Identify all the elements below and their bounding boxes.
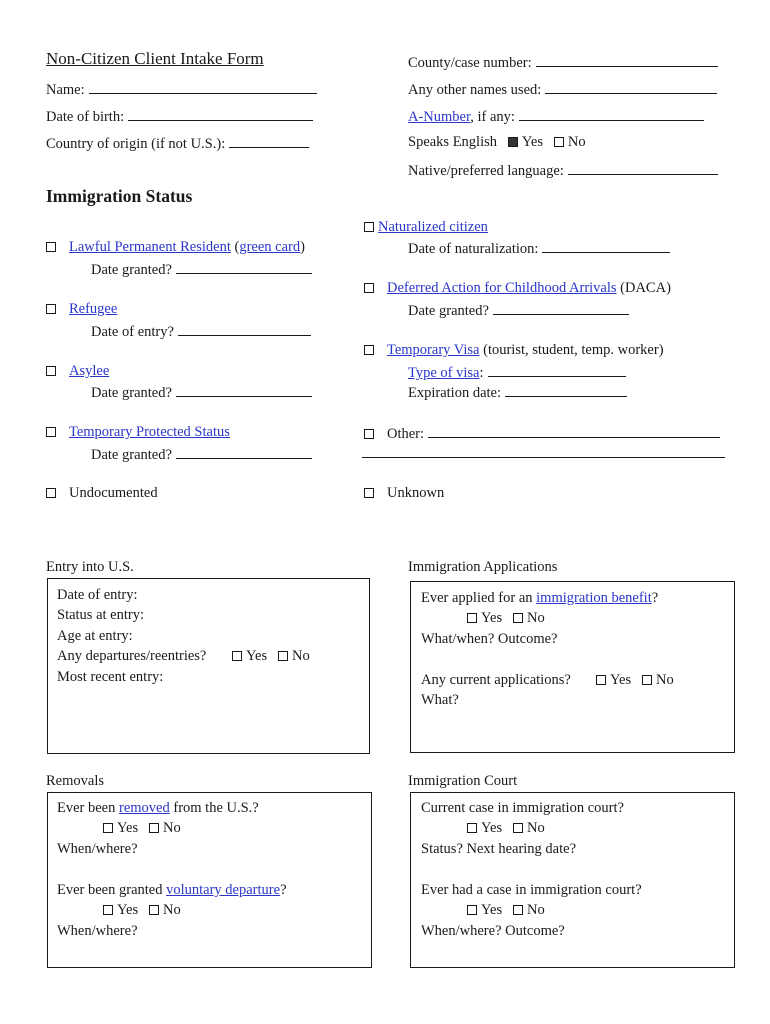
current-applications-options <box>596 671 674 689</box>
tps-option <box>46 423 230 441</box>
anumber-suffix: , if any: <box>470 109 515 125</box>
applied-no-checkbox[interactable] <box>513 613 523 623</box>
ever-case-options <box>467 901 545 919</box>
unknown-label: Unknown <box>387 485 445 501</box>
current-no-checkbox[interactable] <box>642 675 652 685</box>
current-no-label: No <box>655 672 674 688</box>
lpr-date-field[interactable] <box>91 259 312 279</box>
departures-options <box>232 647 310 665</box>
applied-yes-label: Yes <box>481 610 503 626</box>
removed-link[interactable]: removed <box>119 800 170 816</box>
temp-visa-link[interactable]: Temporary Visa <box>387 342 480 358</box>
native-language-line[interactable] <box>568 160 718 175</box>
applications-heading: Immigration Applications <box>408 559 558 575</box>
speaks-english-label: Speaks English <box>408 134 498 150</box>
lpr-link[interactable]: Lawful Permanent Resident <box>69 239 231 255</box>
vd-prefix: Ever been granted <box>57 882 167 898</box>
current-case-no-checkbox[interactable] <box>513 823 523 833</box>
dob-line[interactable] <box>128 106 313 121</box>
name-line[interactable] <box>89 79 317 94</box>
tps-link[interactable]: Temporary Protected Status <box>69 424 230 440</box>
name-field[interactable] <box>46 79 317 99</box>
tps-checkbox[interactable] <box>46 427 56 437</box>
tps-date-field[interactable] <box>91 444 312 464</box>
lpr-date-line[interactable] <box>176 259 312 274</box>
departures-no-label: No <box>291 648 310 664</box>
anumber-link[interactable]: A-Number <box>408 109 471 125</box>
removals-box <box>47 792 372 968</box>
other-status-label: Other: <box>387 426 425 442</box>
dob-field[interactable] <box>46 106 313 126</box>
daca-date-field[interactable] <box>408 300 629 320</box>
naturalization-date-line[interactable] <box>542 238 670 253</box>
asylee-option <box>46 362 109 380</box>
visa-type-line[interactable] <box>488 362 626 377</box>
other-status-extra-line[interactable] <box>362 457 725 458</box>
voluntary-departure-question <box>57 881 287 899</box>
daca-suffix: (DACA) <box>616 280 671 296</box>
daca-date-line[interactable] <box>493 300 629 315</box>
ever-case-yes-label: Yes <box>481 902 503 918</box>
country-label: Country of origin (if not U.S.): <box>46 136 226 152</box>
current-case-yes-label: Yes <box>481 820 503 836</box>
lpr-date-label: Date granted? <box>91 262 172 278</box>
undocumented-checkbox[interactable] <box>46 488 56 498</box>
applied-what-when-label: What/when? Outcome? <box>421 631 558 647</box>
removed-prefix: Ever been <box>57 800 119 816</box>
naturalized-link[interactable]: Naturalized citizen <box>378 219 488 235</box>
other-status-checkbox[interactable] <box>364 429 374 439</box>
asylee-date-field[interactable] <box>91 382 312 402</box>
entry-box <box>47 578 370 754</box>
refugee-option <box>46 300 117 318</box>
other-status-line[interactable] <box>428 423 720 438</box>
entry-date-label: Date of entry: <box>57 587 138 603</box>
yes-label: Yes <box>521 134 543 150</box>
status-hearing-label: Status? Next hearing date? <box>421 841 577 857</box>
naturalization-date-label: Date of naturalization: <box>408 241 539 257</box>
current-case-options <box>467 819 545 837</box>
ever-case-no-label: No <box>526 902 545 918</box>
other-names-line[interactable] <box>545 79 717 94</box>
naturalized-checkbox[interactable] <box>364 222 374 232</box>
expiration-date-field[interactable] <box>408 382 627 402</box>
name-label: Name: <box>46 82 85 98</box>
country-line[interactable] <box>229 133 309 148</box>
speaks-english-yes-checkbox[interactable] <box>508 137 518 147</box>
expiration-date-line[interactable] <box>505 382 627 397</box>
current-case-no-label: No <box>526 820 545 836</box>
applied-suffix: ? <box>651 590 659 606</box>
daca-checkbox[interactable] <box>364 283 374 293</box>
current-yes-label: Yes <box>610 672 632 688</box>
native-language-label: Native/preferred language: <box>408 163 564 179</box>
daca-option <box>364 279 671 297</box>
current-applications-label: Any current applications? <box>421 672 571 688</box>
entry-age-label: Age at entry: <box>57 628 133 644</box>
immigration-benefit-link[interactable]: immigration benefit <box>536 590 652 606</box>
unknown-checkbox[interactable] <box>364 488 374 498</box>
current-yes-checkbox[interactable] <box>596 675 606 685</box>
vd-yes-label: Yes <box>117 902 139 918</box>
county-field[interactable] <box>408 52 718 72</box>
removed-suffix: from the U.S.? <box>169 800 259 816</box>
visa-type-link[interactable]: Type of visa <box>408 365 480 381</box>
country-field[interactable] <box>46 133 309 153</box>
removed-options <box>103 819 181 837</box>
departures-label: Any departures/reentries? <box>57 648 207 664</box>
green-card-link[interactable]: green card <box>239 239 301 255</box>
dob-label: Date of birth: <box>46 109 125 125</box>
tps-date-label: Date granted? <box>91 447 172 463</box>
refugee-checkbox[interactable] <box>46 304 56 314</box>
refugee-date-field[interactable] <box>91 321 311 341</box>
other-names-label: Any other names used: <box>408 82 542 98</box>
applied-no-label: No <box>526 610 545 626</box>
visa-type-field[interactable] <box>408 362 626 382</box>
current-case-yes-checkbox[interactable] <box>467 823 477 833</box>
ever-case-no-checkbox[interactable] <box>513 905 523 915</box>
applied-yes-checkbox[interactable] <box>467 613 477 623</box>
asylee-date-line[interactable] <box>176 382 312 397</box>
asylee-link[interactable]: Asylee <box>69 363 110 379</box>
departures-row <box>57 647 206 665</box>
lpr-option <box>46 238 305 256</box>
departures-yes-label: Yes <box>246 648 268 664</box>
voluntary-departure-link[interactable]: voluntary departure <box>166 882 281 898</box>
visa-type-suffix: : <box>479 365 484 381</box>
vd-yes-checkbox[interactable] <box>103 905 113 915</box>
recent-entry-label: Most recent entry: <box>57 669 164 685</box>
temp-visa-suffix: (tourist, student, temp. worker) <box>479 342 664 358</box>
current-case-label: Current case in immigration court? <box>421 800 624 816</box>
vd-options <box>103 901 181 919</box>
anumber-field[interactable] <box>408 106 704 126</box>
naturalization-date-field[interactable] <box>408 238 670 258</box>
immigration-status-heading: Immigration Status <box>46 186 193 206</box>
removed-no-label: No <box>162 820 181 836</box>
temp-visa-checkbox[interactable] <box>364 345 374 355</box>
daca-date-label: Date granted? <box>408 303 489 319</box>
unknown-option <box>364 484 444 502</box>
court-heading: Immigration Court <box>408 773 518 789</box>
entry-status-label: Status at entry: <box>57 607 144 623</box>
naturalized-option <box>364 218 488 236</box>
county-label: County/case number: <box>408 55 532 71</box>
removed-question <box>57 799 259 817</box>
vd-no-checkbox[interactable] <box>149 905 159 915</box>
applied-options <box>467 609 545 627</box>
entry-heading: Entry into U.S. <box>46 559 134 575</box>
other-status-option <box>364 423 720 443</box>
lpr-checkbox[interactable] <box>46 242 56 252</box>
lpr-open: ( <box>230 239 240 255</box>
ever-case-yes-checkbox[interactable] <box>467 905 477 915</box>
undocumented-label: Undocumented <box>69 485 158 501</box>
vd-no-label: No <box>162 902 181 918</box>
speaks-english-row <box>408 133 586 151</box>
native-language-field[interactable] <box>408 160 718 180</box>
ever-case-outcome-label: When/where? Outcome? <box>421 923 565 939</box>
refugee-date-label: Date of entry? <box>91 324 174 340</box>
expiration-date-label: Expiration date: <box>408 385 502 401</box>
court-box <box>410 792 735 968</box>
removals-heading: Removals <box>46 773 104 789</box>
tps-date-line[interactable] <box>176 444 312 459</box>
applied-question <box>421 589 658 607</box>
temp-visa-option <box>364 341 664 359</box>
current-what-label: What? <box>421 692 459 708</box>
departures-yes-checkbox[interactable] <box>232 651 242 661</box>
vd-when-where-label: When/where? <box>57 923 138 939</box>
daca-link[interactable]: Deferred Action for Childhood Arrivals <box>387 280 617 296</box>
vd-suffix: ? <box>280 882 287 898</box>
removed-no-checkbox[interactable] <box>149 823 159 833</box>
removed-yes-checkbox[interactable] <box>103 823 113 833</box>
speaks-english-no-checkbox[interactable] <box>554 137 564 147</box>
departures-no-checkbox[interactable] <box>278 651 288 661</box>
asylee-date-label: Date granted? <box>91 385 172 401</box>
asylee-checkbox[interactable] <box>46 366 56 376</box>
no-label: No <box>567 134 586 150</box>
form-title: Non-Citizen Client Intake Form <box>46 49 264 68</box>
undocumented-option <box>46 484 158 502</box>
other-names-field[interactable] <box>408 79 717 99</box>
applied-prefix: Ever applied for an <box>421 590 537 606</box>
refugee-link[interactable]: Refugee <box>69 301 118 317</box>
ever-case-label: Ever had a case in immigration court? <box>421 882 642 898</box>
county-line[interactable] <box>536 52 718 67</box>
anumber-line[interactable] <box>519 106 704 121</box>
removed-yes-label: Yes <box>117 820 139 836</box>
refugee-date-line[interactable] <box>178 321 311 336</box>
lpr-close: ) <box>300 239 305 255</box>
removed-when-where-label: When/where? <box>57 841 138 857</box>
